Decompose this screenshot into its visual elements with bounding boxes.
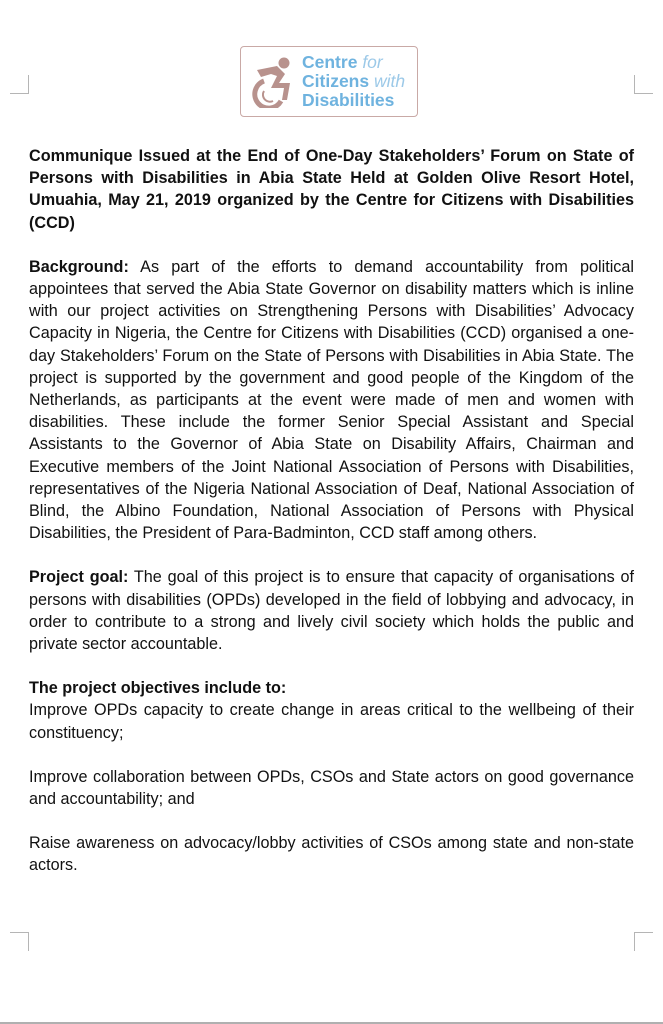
wheelchair-icon xyxy=(251,56,297,108)
crop-mark-top-left xyxy=(10,75,29,94)
crop-mark-bottom-right xyxy=(634,932,653,951)
project-goal-label: Project goal: xyxy=(29,568,129,587)
project-goal-text: The goal of this project is to ensure that capacity of organisations of persons with disabilities (OPDs) developed in the field of lobbying and advocacy, in order to contribute to a strong and lively civil society which holds the public and private sector accountable. xyxy=(29,568,634,654)
document-body xyxy=(29,145,634,877)
background-paragraph xyxy=(29,256,634,545)
ccd-logo xyxy=(240,46,418,117)
logo-text-centre: Centre xyxy=(302,52,358,72)
logo-text-with: with xyxy=(373,71,406,91)
background-label: Background: xyxy=(29,257,129,276)
crop-mark-bottom-left xyxy=(10,932,29,951)
crop-mark-top-right xyxy=(634,75,653,94)
logo-text-disabilities: Disabilities xyxy=(302,90,395,110)
logo-text-for: for xyxy=(362,52,383,72)
logo-wordmark xyxy=(302,53,405,110)
document-title: Communique Issued at the End of One-Day Stakeholders’ Forum on State of Persons with Disabilities in Abia State Held at Golden Olive Resort Hotel, Umuahia, May 21, 2019 organized by the Centre for Citizens with Disabilities (CCD) xyxy=(29,147,634,232)
objective-item: Improve collaboration between OPDs, CSOs and State actors on good governance and accountability; and xyxy=(29,767,634,809)
objectives-heading: The project objectives include to: xyxy=(29,679,287,698)
objective-item: Improve OPDs capacity to create change in areas critical to the wellbeing of their constituency; xyxy=(29,701,634,742)
background-text: As part of the efforts to demand accountability from political appointees that served the Abia State Governor on disability matters which is inline with our project activities on Strengthening Persons with Disabilities’ Advocacy Capacity in Nigeria, the Centre for Citizens with Disabilities (CCD) organised a one-day Stakeholders’ Forum on the State of Persons with Disabilities in Abia State. The project is supported by the government and good people of the Kingdom of the Netherlands, as participants at the event were made of men and women with disabilities. These include the former Senior Special Assistant and Special Assistants to the Governor of Abia State on Disability Affairs, Chairman and Executive members of the Joint National Association of Persons with Disabilities, representatives of the Nigeria National Association of Deaf, National Association of Blind, the Albino Foundation, National Association of Persons with Physical Disabilities, the President of Para-Badminton, CCD staff among others. xyxy=(29,257,634,543)
project-goal-paragraph xyxy=(29,566,634,655)
objective-item: Raise awareness on advocacy/lobby activities of CSOs among state and non-state actors. xyxy=(29,834,634,875)
logo-text-citizens: Citizens xyxy=(302,71,370,91)
